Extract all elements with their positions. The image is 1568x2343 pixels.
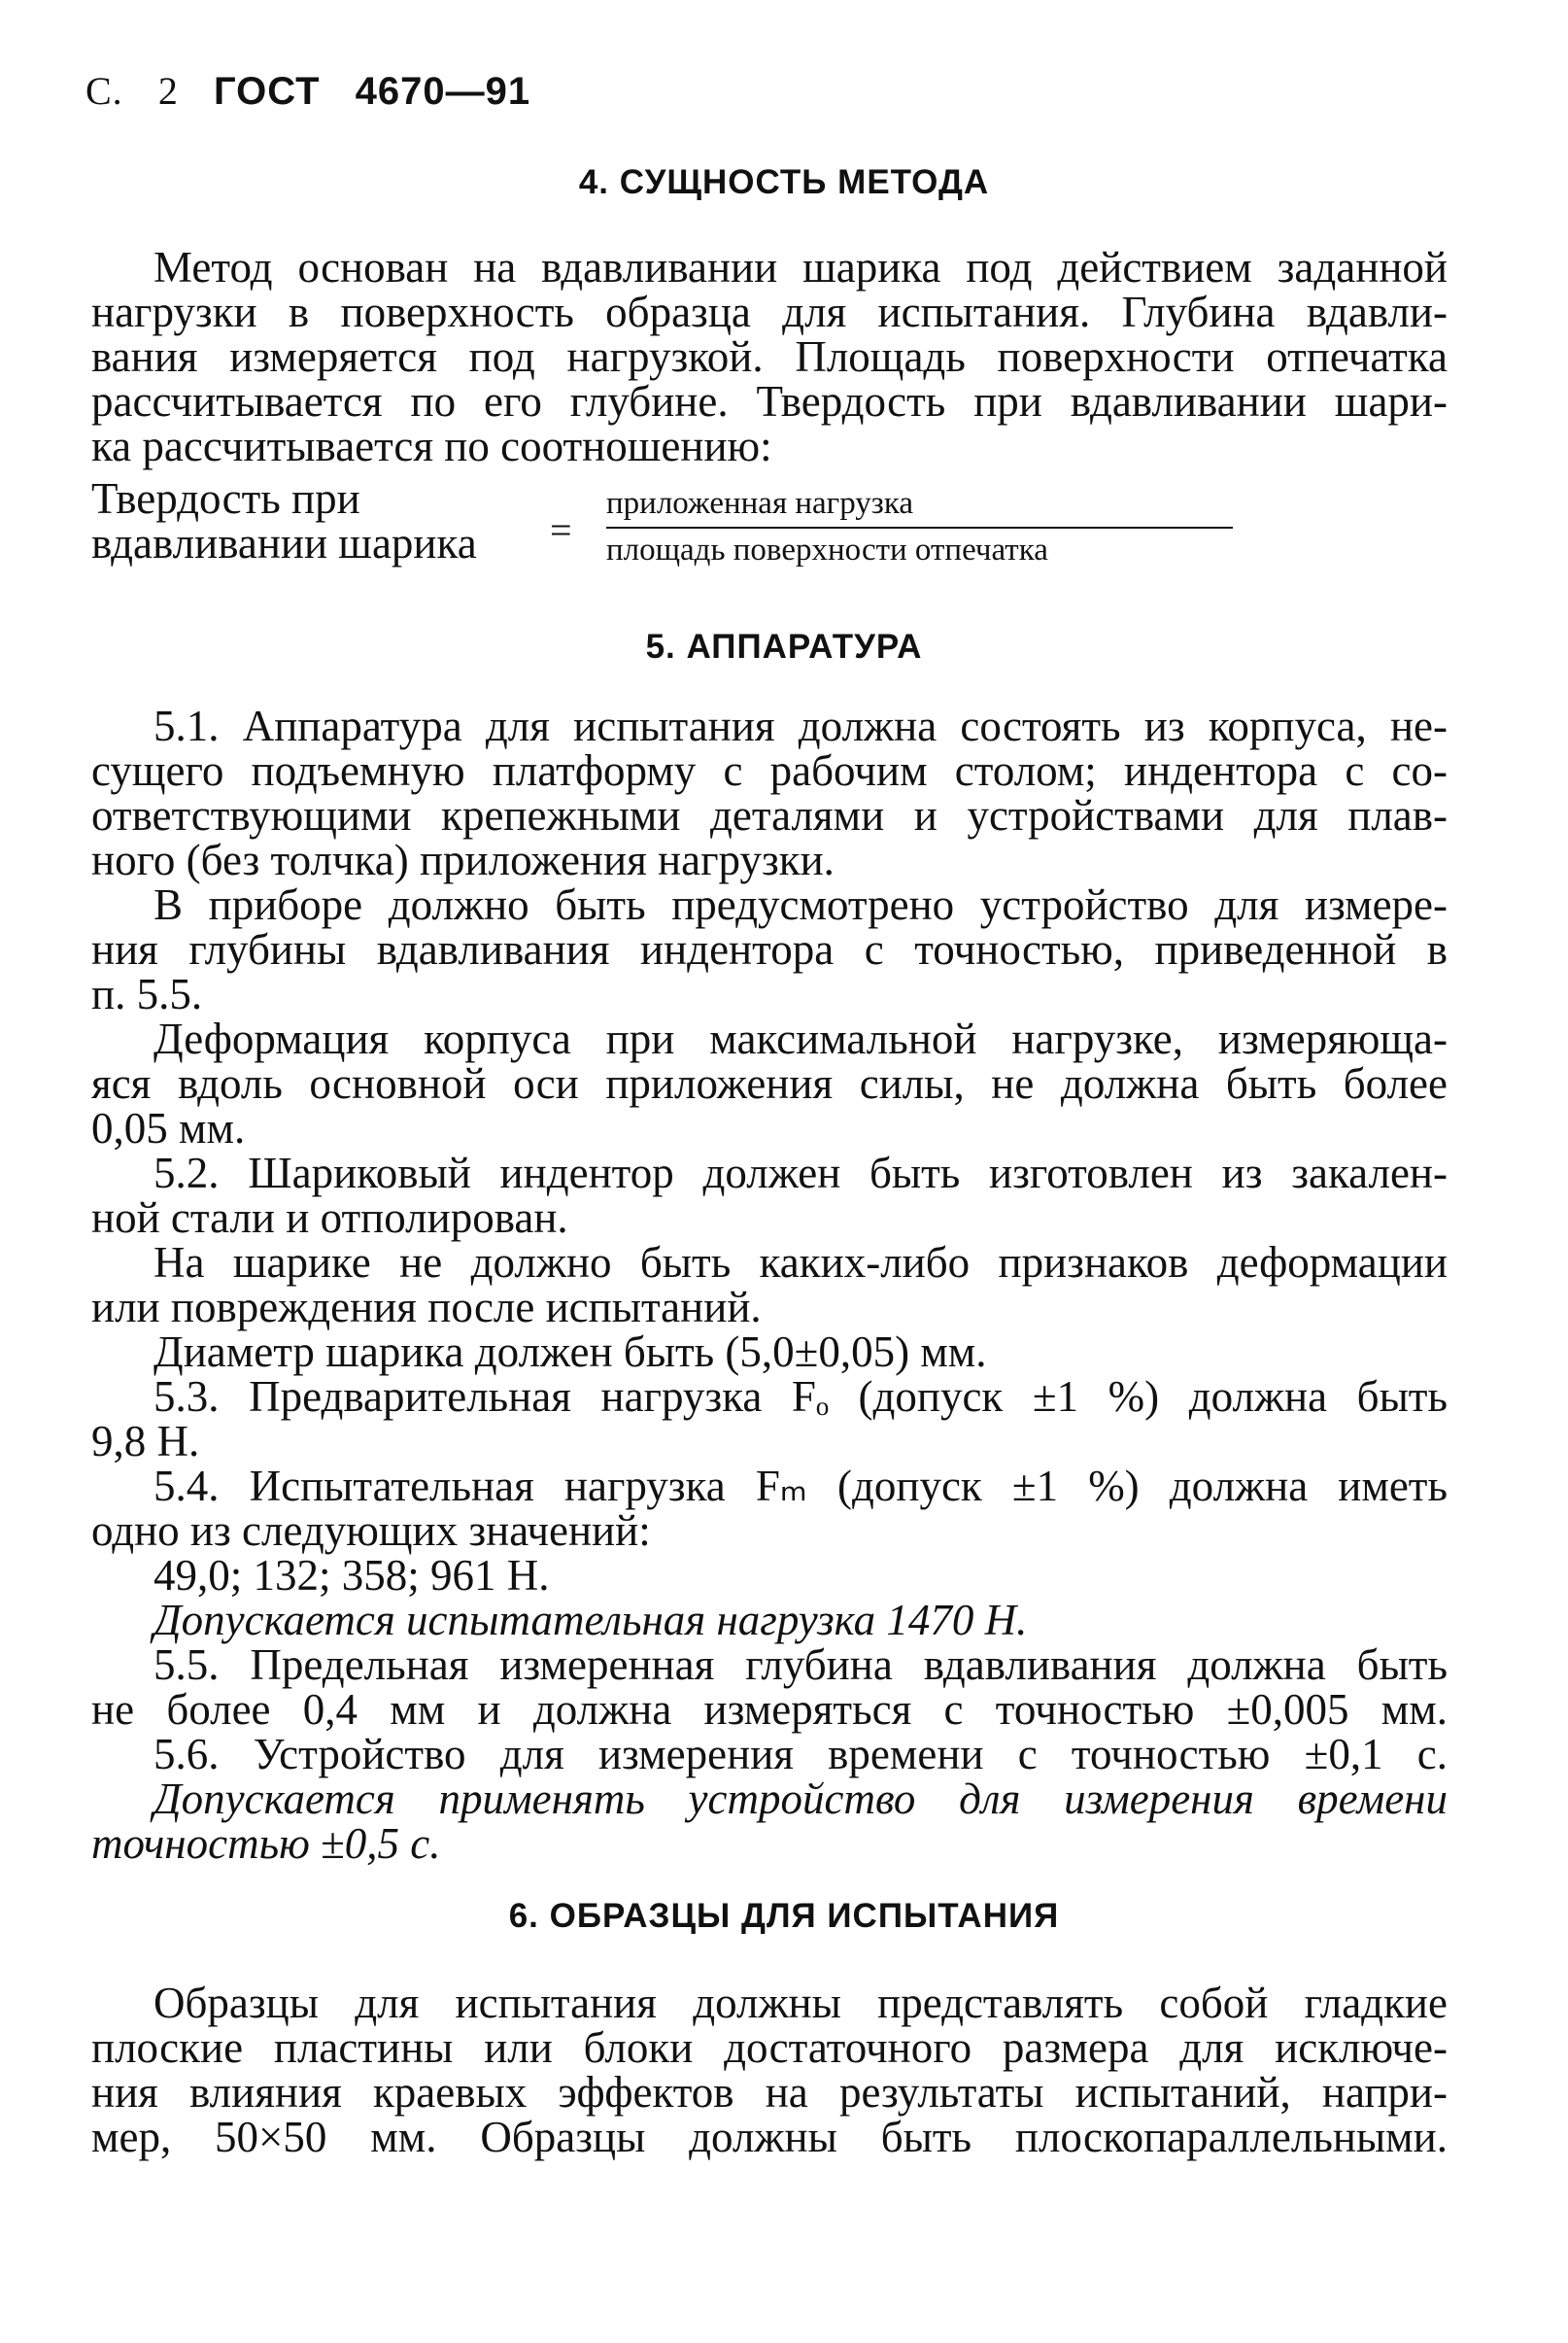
text-line: одно из следующих значений: bbox=[91, 1506, 651, 1555]
text-line: ния глубины вдавливания индентора с точностью, приведенной в bbox=[91, 925, 1448, 974]
formula-numerator: приложенная нагрузка bbox=[606, 486, 913, 521]
text-line: нагрузки в поверхность образца для испытания. Глубина вдавли- bbox=[91, 288, 1448, 336]
formula-fraction-bar bbox=[606, 527, 1233, 529]
text-line: На шарике не должно быть каких-либо признаков деформации bbox=[153, 1238, 1448, 1287]
section-5-body bbox=[91, 704, 1448, 1866]
text-line: рассчитывается по его глубине. Твердость при вдавливании шари- bbox=[91, 377, 1448, 426]
text-line: плоские пластины или блоки достаточного размера для исключе- bbox=[91, 2023, 1448, 2072]
section-4-body bbox=[91, 245, 1448, 468]
header-prefix: С. bbox=[85, 69, 123, 113]
text-line: сущего подъемную платформу с рабочим столом; индентора с со- bbox=[91, 746, 1448, 795]
formula-left-line: Твердость при bbox=[91, 474, 360, 523]
text-line: яся вдоль основной оси приложения силы, не должна быть более bbox=[91, 1059, 1448, 1108]
text-line: точностью ±0,5 с. bbox=[91, 1819, 441, 1868]
text-line: мер, 50×50 мм. Образцы должны быть плоскопараллельными. bbox=[91, 2113, 1448, 2161]
text-line: или повреждения после испытаний. bbox=[91, 1283, 762, 1331]
formula-left-side bbox=[91, 476, 477, 566]
page-header bbox=[85, 68, 554, 114]
text-line: вания измеряется под нагрузкой. Площадь поверхности отпечатка bbox=[91, 332, 1448, 381]
formula-denominator: площадь поверхности отпечатка bbox=[606, 533, 1048, 568]
text-line: ного (без толчка) приложения нагрузки. bbox=[91, 836, 835, 884]
formula-left-line: вдавливании шарика bbox=[91, 519, 477, 568]
text-line: ния влияния краевых эффектов на результаты испытаний, напри- bbox=[91, 2068, 1448, 2117]
text-line: Диаметр шарика должен быть (5,0±0,05) мм. bbox=[153, 1327, 987, 1376]
text-line: 9,8 Н. bbox=[91, 1417, 200, 1465]
text-line: ной стали и отполирован. bbox=[91, 1193, 568, 1242]
formula-equals-sign: = bbox=[550, 508, 572, 552]
text-line: Образцы для испытания должны представлять собой гладкие bbox=[153, 1979, 1448, 2027]
header-page-number: 2 bbox=[157, 69, 179, 113]
text-line: 0,05 мм. bbox=[91, 1104, 246, 1153]
text-line: не более 0,4 мм и должна измеряться с точностью ±0,005 мм. bbox=[91, 1685, 1448, 1734]
text-line: 5.6. Устройство для измерения времени с точностью ±0,1 с. bbox=[153, 1730, 1448, 1778]
text-line: 5.5. Предельная измеренная глубина вдавливания должна быть bbox=[153, 1640, 1448, 1689]
hardness-formula bbox=[91, 476, 1257, 573]
text-line: 49,0; 132; 358; 961 Н. bbox=[153, 1551, 550, 1600]
section-6-body bbox=[91, 1981, 1448, 2159]
text-line: Деформация корпуса при максимальной нагрузке, измеряюща- bbox=[153, 1015, 1448, 1063]
text-line: 5.4. Испытательная нагрузка Fₘ (допуск ±1 %) должна иметь bbox=[153, 1462, 1448, 1510]
text-line: В приборе должно быть предусмотрено устройство для измере- bbox=[153, 880, 1448, 929]
text-line: 5.1. Аппаратура для испытания должна состоять из корпуса, не- bbox=[153, 702, 1448, 750]
text-line: Допускается испытательная нагрузка 1470 Н. bbox=[153, 1596, 1028, 1644]
text-line: п. 5.5. bbox=[91, 970, 203, 1018]
section-5-heading: 5. АППАРАТУРА bbox=[645, 628, 923, 666]
text-line: ка рассчитывается по соотношению: bbox=[91, 422, 772, 470]
text-line: 5.3. Предварительная нагрузка Fₒ (допуск ±1 %) должна быть bbox=[153, 1372, 1448, 1421]
text-line: 5.2. Шариковый индентор должен быть изготовлен из закален- bbox=[153, 1149, 1448, 1197]
text-line: ответствующими крепежными деталями и устройствами для плав- bbox=[91, 791, 1448, 840]
header-standard: ГОСТ bbox=[213, 70, 321, 113]
header-standard-number: 4670—91 bbox=[355, 70, 531, 113]
text-line: Допускается применять устройство для измерения времени bbox=[153, 1774, 1448, 1823]
section-6-heading: 6. ОБРАЗЦЫ ДЛЯ ИСПЫТАНИЯ bbox=[508, 1897, 1060, 1935]
section-4-heading: 4. СУЩНОСТЬ МЕТОДА bbox=[578, 163, 990, 201]
text-line: Метод основан на вдавливании шарика под действием заданной bbox=[153, 243, 1448, 292]
